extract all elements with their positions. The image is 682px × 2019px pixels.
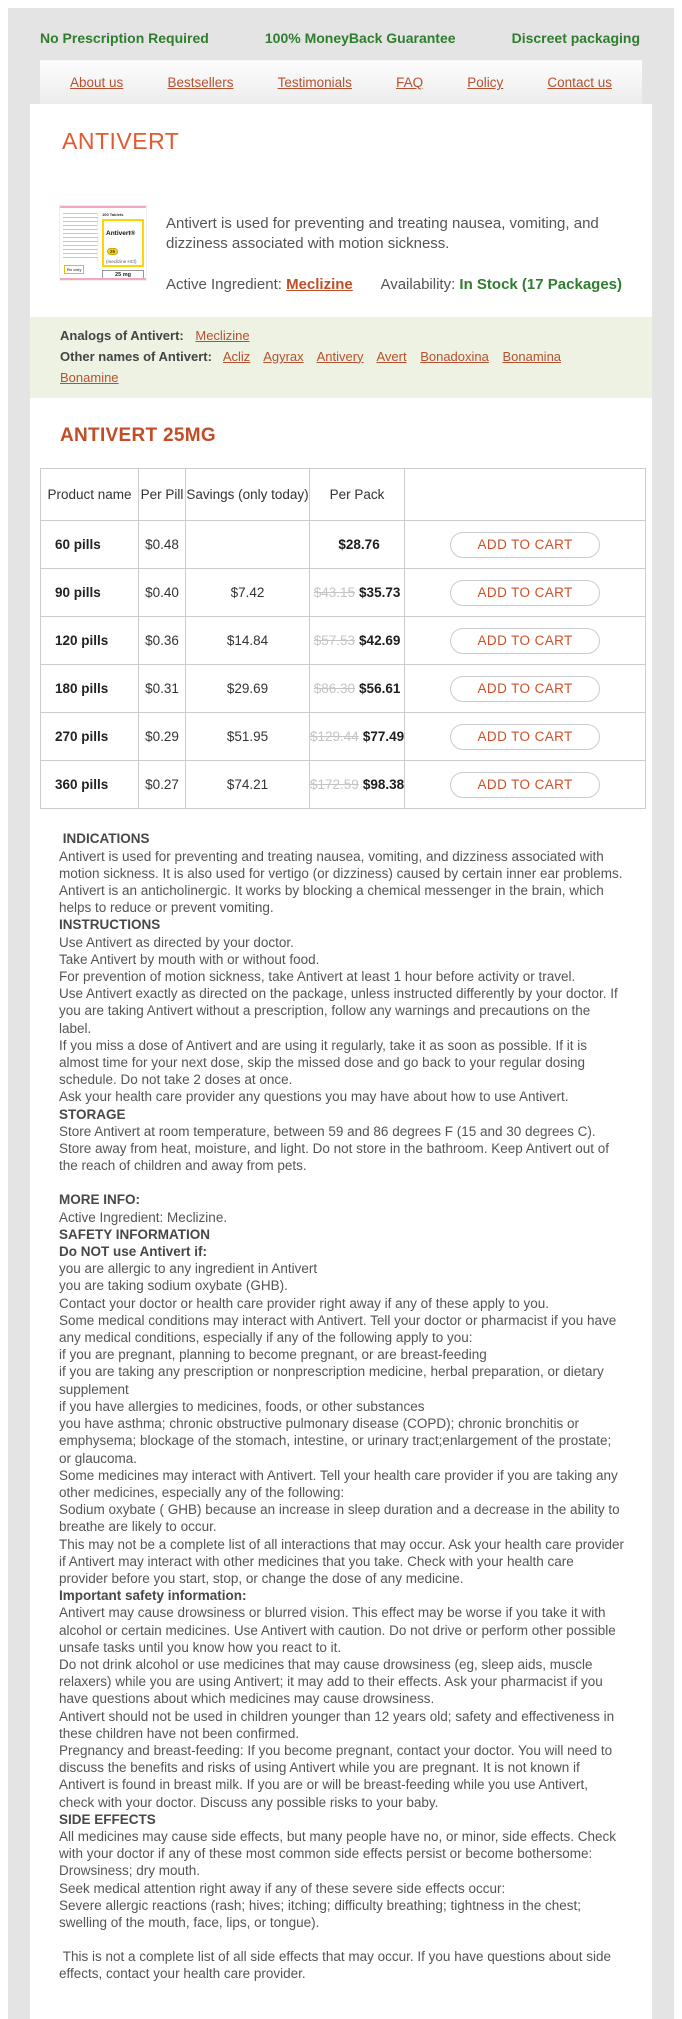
info-line: INSTRUCTIONS [59,917,161,933]
per-pack-cell [310,569,405,617]
info-line: Use Antivert as directed by your doctor. [59,934,294,950]
per-pill-cell: $0.40 [139,569,186,617]
info-line: All medicines may cause side effects, but many people have no, or minor, side effects. Check with your doctor if any of these most common side effects persist or become bothersome: [59,1828,620,1862]
product-name-cell: 270 pills [41,713,139,761]
per-pill-cell: $0.48 [139,521,186,569]
price: $98.38 [362,777,405,793]
info-line: Use Antivert exactly as directed on the package, unless instructed differently by your doctor. If you are taking Antivert without a prescription, follow any warnings and precautions on the label. [59,986,622,1036]
nav-link[interactable]: FAQ [396,75,424,90]
page-title: ANTIVERT [62,128,180,154]
product-overview [59,205,622,293]
other-names-label: Other names of Antivert: [60,348,212,364]
other-name-link[interactable]: Acliz [222,348,251,364]
info-line: Take Antivert by mouth with or without food. [59,951,320,967]
availability-label: Availability: [380,276,456,293]
info-line: Some medical conditions may interact with Antivert. Tell your doctor or pharmacist if you have any medical conditions, especially if any of the following apply to you: [59,1312,621,1346]
info-line: Ask your health care provider any questions you may have about how to use Antivert. [59,1089,569,1105]
other-name-link[interactable]: Bonamine [60,369,119,385]
active-ingredient-link[interactable]: Meclizine [286,276,353,293]
per-pack-cell [310,761,405,809]
ingredient-availability-row [166,276,622,293]
product-name-cell: 360 pills [41,761,139,809]
info-line: MORE INFO: [59,1192,140,1208]
old-price: $172.59 [310,777,359,793]
savings-cell: $74.21 [186,761,310,809]
info-line: you have asthma; chronic obstructive pulmonary disease (COPD); chronic bronchitis or emphysema; blockage of the stomach, intestine, or urinary tract;enlargement of the prostate; or glaucoma. [59,1416,616,1466]
actions-cell [405,521,646,569]
product-description: Antivert is used for preventing and treating nausea, vomiting, and dizziness associated with motion sickness. [166,215,599,252]
other-name-link[interactable]: Bonamina [502,348,562,364]
info-line: INDICATIONS [59,831,150,847]
price: $77.49 [362,729,405,745]
analog-link[interactable]: Meclizine [195,328,250,343]
per-pack-cell [310,617,405,665]
nav-link[interactable]: Policy [467,75,504,90]
info-line: Store Antivert at room temperature, between 59 and 86 degrees F (15 and 30 degrees C). Store away from heat, moisture, and light. Do not store in the bathroom. Keep Antivert out of the reach of children and away from pets. [59,1123,613,1174]
price: $35.73 [359,585,401,601]
info-line [59,1174,626,1191]
info-line: This is not a complete list of all side effects that may occur. If you have questions about side effects, contact your health care provider. [59,1949,615,1982]
product-name-cell: 60 pills [41,521,139,569]
price-row [41,569,646,617]
brand-name: Antivert® [106,230,136,237]
price-row [41,665,646,713]
info-line: Drowsiness; dry mouth. [59,1863,201,1879]
savings-cell: $14.84 [186,617,310,665]
old-price: $57.53 [313,633,356,649]
info-line: Severe allergic reactions (rash; hives; itching; difficulty breathing; tightness in the chest; swelling of the mouth, face, lips, or tongue). [59,1897,585,1930]
savings-cell: $7.42 [186,569,310,617]
table-header-row [41,469,646,521]
price-row [41,617,646,665]
old-price: $129.44 [310,729,359,745]
col-savings: Savings (only today) [186,469,310,521]
old-price: $86.30 [313,681,356,697]
per-pill-cell: $0.29 [139,713,186,761]
usp-item: No Prescription Required [40,30,209,46]
product-name-cell: 120 pills [41,617,139,665]
per-pill-cell: $0.31 [139,665,186,713]
info-line: Important safety information: [59,1588,247,1604]
info-line: if you have allergies to medicines, foods, or other substances [59,1398,425,1414]
rx-only-label: Rx only [64,265,84,274]
add-to-cart-button[interactable]: ADD TO CART [450,724,600,750]
info-line: Pregnancy and breast-feeding: If you become pregnant, contact your doctor. You will need to discuss the benefits and risks of using Antivert while you are pregnant. It is not known if Antivert is found in breast milk. If you are or will be breast-feeding while you use Antivert, check with your doctor. Discuss any possible risks to your baby. [59,1742,616,1810]
add-to-cart-button[interactable]: ADD TO CART [450,532,600,558]
other-name-link[interactable]: Agyrax [263,348,304,364]
info-line: Do NOT use Antivert if: [59,1244,208,1260]
info-line: Some medicines may interact with Antivert. Tell your health care provider if you are taking any other medicines, especially any of the following: [59,1467,622,1500]
info-line: SIDE EFFECTS [59,1811,156,1827]
availability-status: In Stock (17 Packages) [459,276,622,293]
price-row [41,761,646,809]
old-price: $43.15 [313,585,356,601]
info-line: Antivert may cause drowsiness or blurred vision. This effect may be worse if you take it with alcohol or certain medicines. Use Antivert with caution. Do not drive or perform other possible unsafe tasks until you know how you react to it. [59,1605,620,1655]
actions-cell [405,617,646,665]
info-line: For prevention of motion sickness, take Antivert at least 1 hour before activity or travel. [59,969,576,985]
active-ingredient [166,276,353,293]
info-line: Do not drink alcohol or use medicines that may cause drowsiness (eg, sleep aids, muscle relaxers) while you are using Antivert; it may add to their effects. Ask your pharmacist if you have questions about which medicines may cause drowsiness. [59,1656,607,1707]
info-line: if you are taking any prescription or nonprescription medicine, herbal preparation, or dietary supplement [59,1364,608,1397]
other-name-link[interactable]: Avert [376,348,407,364]
info-line: STORAGE [59,1106,126,1122]
col-product-name: Product name [41,469,139,521]
analogs-box [30,317,652,398]
price: $42.69 [359,633,401,649]
pricing-table [40,468,646,809]
add-to-cart-button[interactable]: ADD TO CART [450,580,600,606]
topbar [8,8,674,60]
add-to-cart-button[interactable]: ADD TO CART [450,676,600,702]
label-main [102,212,144,281]
main-content [30,104,652,2019]
add-to-cart-button[interactable]: ADD TO CART [450,772,600,798]
nav-link[interactable]: Testimonials [277,75,352,90]
product-image [59,205,147,281]
other-names-line [60,347,622,389]
analogs-label: Analogs of Antivert: [60,328,184,343]
availability [380,276,622,293]
per-pack-cell [310,713,405,761]
price: $28.76 [338,537,380,553]
strength-label: 25 mg [102,270,144,280]
info-line: Contact your doctor or health care provider right away if any of these apply to you. [59,1295,550,1311]
label-fineprint [63,213,98,261]
per-pill-cell: $0.27 [139,761,186,809]
product-name-cell: 90 pills [41,569,139,617]
col-per-pill: Per Pill [139,469,186,521]
info-line: Sodium oxybate ( GHB) because an increase in sleep duration and a decrease in the ability to breathe are likely to occur. [59,1502,624,1535]
usp-item: Discreet packaging [511,30,640,46]
generic-name: (meclizine HCl) [106,259,137,264]
brand-box [102,219,144,267]
savings-cell: $51.95 [186,713,310,761]
info-line: This may not be a complete list of all interactions that may occur. Ask your health care provider if Antivert may interact with other medicines that you take. Check with your health care provider before you start, stop, or change the dose of any medicine. [59,1536,628,1586]
info-line: if you are pregnant, planning to become pregnant, or are breast-feeding [59,1347,487,1363]
savings-cell: $29.69 [186,665,310,713]
actions-cell [405,665,646,713]
info-line [59,1931,626,1948]
other-name-link[interactable]: Bonadoxina [420,348,489,364]
analogs-line [60,326,622,347]
per-pill-cell: $0.36 [139,617,186,665]
other-name-link[interactable]: Antivery [316,348,364,364]
product-name-cell: 180 pills [41,665,139,713]
add-to-cart-button[interactable]: ADD TO CART [450,628,600,654]
actions-cell [405,761,646,809]
info-line: SAFETY INFORMATION [59,1226,210,1242]
nav-link[interactable]: Contact us [547,75,612,90]
col-per-pack: Per Pack [310,469,405,521]
info-line: Antivert should not be used in children younger than 12 years old; safety and effectiveness in these children have not been confirmed. [59,1708,618,1741]
info-line: you are allergic to any ingredient in Antivert [59,1261,318,1277]
per-pack-cell [310,665,405,713]
label-border [60,206,146,208]
navbar [40,60,642,104]
tablet-count-label: 100 Tablets [102,212,124,217]
price: $56.61 [359,681,401,697]
price-row [41,713,646,761]
price-row [41,521,646,569]
drug-info [59,830,626,1982]
actions-cell [405,713,646,761]
usp-item: 100% MoneyBack Guarantee [264,30,456,46]
label-border [60,278,146,280]
col-actions [405,469,646,521]
nav-link[interactable]: Bestsellers [167,75,234,90]
info-line: Antivert is used for preventing and treating nausea, vomiting, and dizziness associated with motion sickness. It is also used for vertigo (or dizziness) caused by certain inner ear problems. Antivert is an anticholinergic. It works by blocking a chemical messenger in the brain, which helps to reduce or prevent vomiting. [59,848,626,916]
active-ingredient-label: Active Ingredient: [166,276,282,293]
product-variant-heading: ANTIVERT 25MG [60,425,216,447]
per-pack-cell [310,521,405,569]
dose-badge: 25 [107,248,118,255]
info-line: Active Ingredient: Meclizine. [59,1209,228,1225]
actions-cell [405,569,646,617]
info-line: you are taking sodium oxybate (GHB). [59,1278,288,1294]
info-line: If you miss a dose of Antivert and are using it regularly, take it as soon as possible. If it is almost time for your next dose, skip the missed dose and go back to your regular dosing schedule. Do not take 2 doses at once. [59,1037,591,1088]
product-info [157,205,622,293]
nav-link[interactable]: About us [70,75,124,90]
savings-cell [186,521,310,569]
info-line: Seek medical attention right away if any of these severe side effects occur: [59,1880,506,1896]
